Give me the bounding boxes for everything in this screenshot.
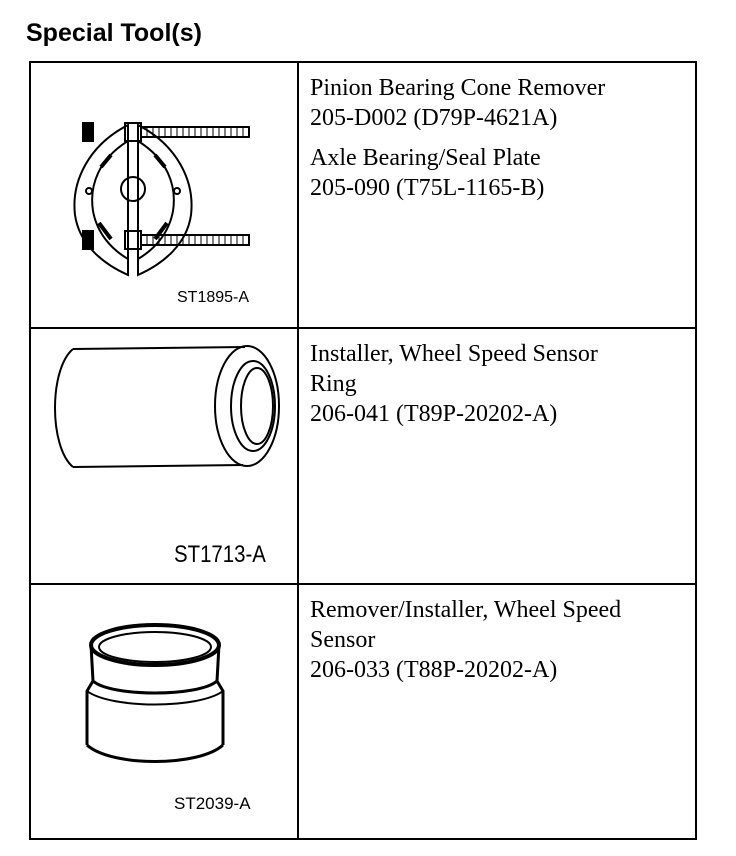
tool-name: Installer, Wheel Speed Sensor [310,341,598,367]
page-title: Special Tool(s) [26,19,202,47]
tool-image-cell [31,329,299,583]
special-tools-table [29,61,697,840]
tool-part-number: 206-033 (T88P-20202-A) [310,657,558,683]
tool-row [31,585,695,838]
tool-name: Axle Bearing/Seal Plate [310,145,541,171]
tool-name-continued: Sensor [310,627,376,653]
tool-part-number: 205-D002 (D79P-4621A) [310,105,558,131]
figure-code: ST1713-A [174,541,266,568]
tool-image-cell [31,585,299,838]
tool-description-cell [299,63,695,327]
tool-name: Remover/Installer, Wheel Speed [310,597,622,623]
tool-name: Pinion Bearing Cone Remover [310,75,606,101]
figure-code: ST2039-A [174,794,251,813]
figure-code: ST1895-A [177,289,250,306]
tool-entry [310,339,687,429]
tool-entry [310,73,687,133]
tool-description-cell [299,585,695,838]
tool-description-cell [299,329,695,583]
tool-entry [310,143,687,203]
tool-image-cell [31,63,299,327]
tool-entry [310,595,687,685]
sensor-remover-installer-icon [31,585,297,838]
tool-part-number: 206-041 (T89P-20202-A) [310,401,558,427]
tool-row [31,329,695,585]
tool-name-continued: Ring [310,371,357,397]
tool-part-number: 205-090 (T75L-1165-B) [310,175,545,201]
tool-row [31,63,695,329]
bearing-puller-icon [31,63,297,327]
